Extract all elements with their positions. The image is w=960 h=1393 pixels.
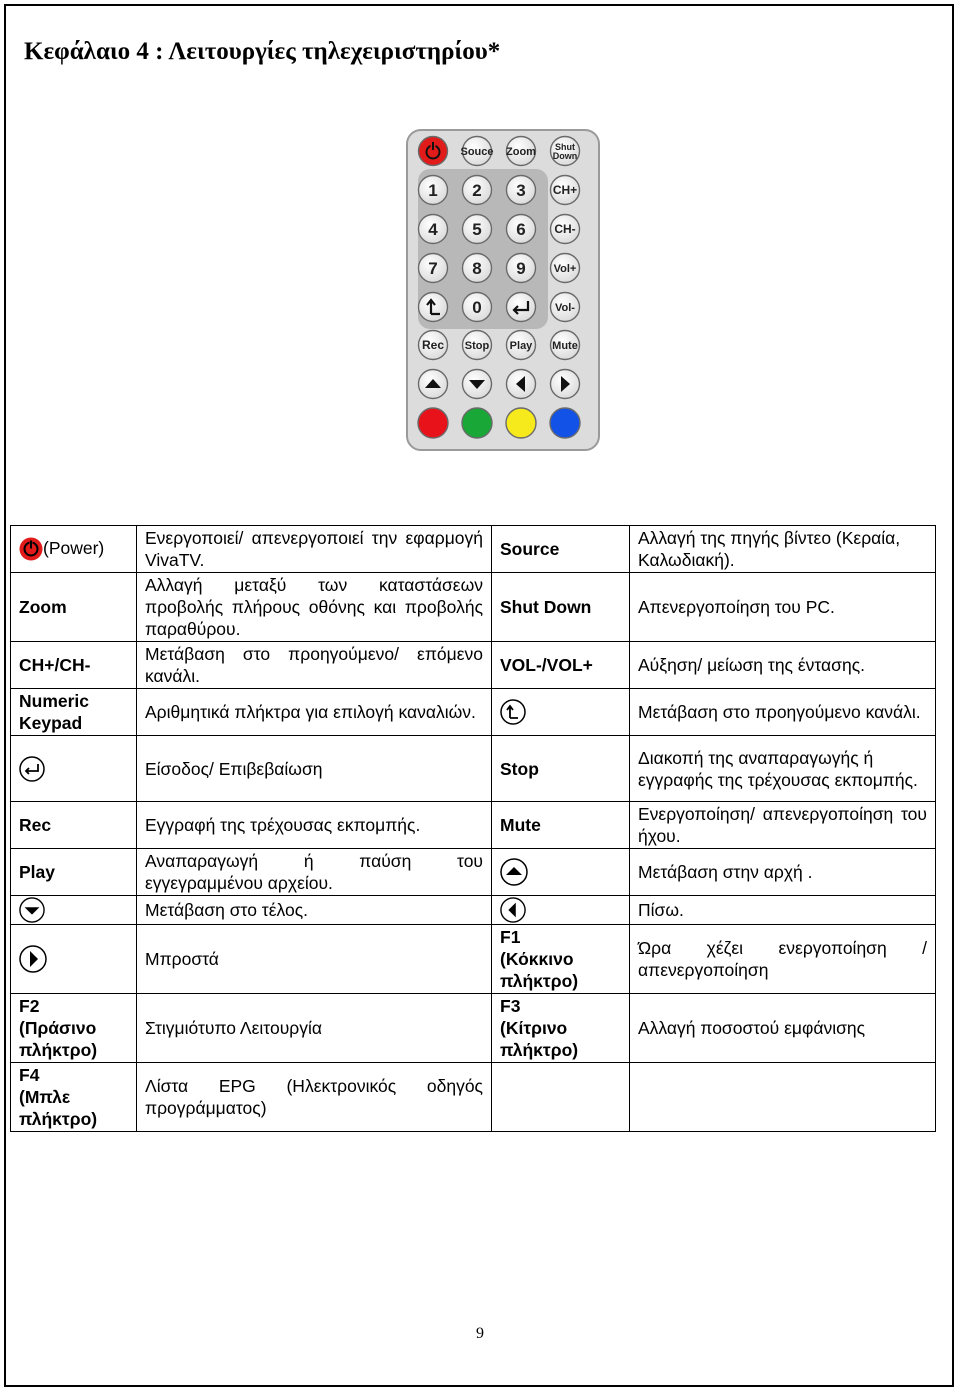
page-number: 9 <box>476 1325 484 1342</box>
table-row <box>11 849 936 896</box>
remote-enter-key <box>507 293 536 322</box>
numeric-label-line2: Keypad <box>19 713 83 733</box>
numeric-desc: Αριθμητικά πλήκτρα για επιλογή καναλιών. <box>137 689 492 736</box>
table-row <box>11 896 936 925</box>
svg-text:CH+: CH+ <box>552 183 578 197</box>
remote-key <box>506 137 536 166</box>
empty-cell <box>630 1063 936 1132</box>
green-color-key <box>462 408 492 438</box>
remote-key <box>463 254 492 283</box>
remote-control-illustration <box>406 129 600 451</box>
remote-key <box>419 331 448 360</box>
f4-label-line3: πλήκτρο) <box>19 1109 98 1129</box>
svg-text:Shut: Shut <box>555 142 575 152</box>
remote-down-key <box>463 370 492 399</box>
zoom-label: Zoom <box>11 573 137 642</box>
remote-left-key <box>507 370 536 399</box>
remote-key <box>551 254 580 283</box>
remote-back-key <box>419 293 448 322</box>
svg-text:3: 3 <box>516 181 526 200</box>
back-icon <box>500 699 526 725</box>
remote-key <box>507 215 536 244</box>
f3-label-line3: πλήκτρο) <box>500 1040 579 1060</box>
svg-text:Vol+: Vol+ <box>553 263 577 275</box>
down-cell <box>11 896 137 925</box>
red-color-key <box>418 408 448 438</box>
svg-text:Down: Down <box>552 151 578 161</box>
f3-label-line1: F3 <box>500 996 521 1016</box>
svg-text:6: 6 <box>516 220 526 239</box>
f3-desc: Αλλαγή ποσοστού εμφάνισης <box>630 994 936 1063</box>
power-cell <box>11 526 137 573</box>
svg-text:Souce: Souce <box>460 146 494 158</box>
svg-text:Stop: Stop <box>464 340 490 352</box>
left-arrow-icon <box>500 897 526 923</box>
table-row <box>11 802 936 849</box>
svg-text:Rec: Rec <box>421 338 445 352</box>
svg-text:9: 9 <box>516 259 526 278</box>
remote-key <box>507 254 536 283</box>
table-row <box>11 925 936 994</box>
table-row <box>11 1063 936 1132</box>
up-cell <box>492 849 630 896</box>
play-desc: Αναπαραγωγή ή παύση του εγγεγραμμένου αρχείου. <box>137 849 492 896</box>
numeric-label <box>11 689 137 736</box>
svg-text:8: 8 <box>472 259 482 278</box>
remote-key <box>463 176 492 205</box>
yellow-color-key <box>506 408 536 438</box>
power-label: (Power) <box>43 537 105 558</box>
shutdown-label: Shut Down <box>492 573 630 642</box>
table-row <box>11 526 936 573</box>
f1-label-line1: F1 <box>500 927 521 947</box>
f1-label-line3: πλήκτρο) <box>500 971 579 991</box>
empty-cell <box>492 1063 630 1132</box>
f4-label <box>11 1063 137 1132</box>
remote-power-key <box>419 137 448 166</box>
table-row <box>11 689 936 736</box>
svg-text:0: 0 <box>472 298 482 317</box>
mute-label: Mute <box>492 802 630 849</box>
f1-label-line2: (Κόκκινο <box>500 949 574 969</box>
remote-up-key <box>419 370 448 399</box>
remote-right-key <box>551 370 580 399</box>
numeric-label-line1: Numeric <box>19 691 90 711</box>
svg-text:Mute: Mute <box>552 340 578 352</box>
ch-label: CH+/CH- <box>11 642 137 689</box>
remote-key <box>419 254 448 283</box>
down-desc: Μετάβαση στο τέλος. <box>137 896 492 925</box>
f2-label-line1: F2 <box>19 996 40 1016</box>
f2-label <box>11 994 137 1063</box>
table-row <box>11 573 936 642</box>
back-desc: Μετάβαση στο προηγούμενο κανάλι. <box>630 689 936 736</box>
remote-key <box>463 215 492 244</box>
source-desc: Αλλαγή της πηγής βίντεο (Κεραία, Καλωδιακή). <box>630 526 936 573</box>
f2-label-line2: (Πράσινο <box>19 1018 97 1038</box>
stop-desc: Διακοπή της αναπαραγωγής ή εγγραφής της τρέχουσας εκπομπής. <box>630 736 936 802</box>
left-cell <box>492 896 630 925</box>
f1-desc: Ώρα χέζει ενεργοποίηση / απενεργοποίηση <box>630 925 936 994</box>
up-arrow-icon <box>500 858 528 886</box>
mute-desc: Ενεργοποίηση/ απενεργοποίηση του ήχου. <box>630 802 936 849</box>
svg-text:Vol-: Vol- <box>555 302 575 314</box>
remote-key <box>551 331 580 360</box>
down-arrow-icon <box>19 897 45 923</box>
power-desc: Ενεργοποιεί/ απενεργοποιεί την εφαρμογή VivaTV. <box>137 526 492 573</box>
svg-text:4: 4 <box>428 220 438 239</box>
svg-text:CH-: CH- <box>554 222 576 236</box>
table-row <box>11 736 936 802</box>
remote-key <box>551 137 580 166</box>
rec-desc: Εγγραφή της τρέχουσας εκπομπής. <box>137 802 492 849</box>
table-row <box>11 994 936 1063</box>
shutdown-desc: Απενεργοποίηση του PC. <box>630 573 936 642</box>
f1-label <box>492 925 630 994</box>
svg-text:7: 7 <box>428 259 438 278</box>
remote-key <box>507 176 536 205</box>
f2-desc: Στιγμιότυπο Λειτουργία <box>137 994 492 1063</box>
f4-label-line2: (Μπλε <box>19 1087 71 1107</box>
remote-key <box>419 176 448 205</box>
f4-desc: Λίστα EPG (Ηλεκτρονικός οδηγός προγράμματος) <box>137 1063 492 1132</box>
ch-desc: Μετάβαση στο προηγούμενο/ επόμενο κανάλι. <box>137 642 492 689</box>
remote-key <box>419 215 448 244</box>
right-arrow-icon <box>19 945 47 973</box>
remote-key <box>551 176 580 205</box>
svg-text:2: 2 <box>472 181 482 200</box>
page-title: Κεφάλαιο 4 : Λειτουργίες τηλεχειριστηρίου* <box>24 38 501 65</box>
vol-desc: Αύξηση/ μείωση της έντασης. <box>630 642 936 689</box>
svg-text:Zoom: Zoom <box>506 146 536 158</box>
enter-cell <box>11 736 137 802</box>
rec-label: Rec <box>11 802 137 849</box>
enter-desc: Είσοδος/ Επιβεβαίωση <box>137 736 492 802</box>
f2-label-line3: πλήκτρο) <box>19 1040 98 1060</box>
remote-key <box>463 293 492 322</box>
svg-text:Play: Play <box>509 340 533 352</box>
svg-text:5: 5 <box>472 220 482 239</box>
power-icon <box>19 537 43 561</box>
enter-icon <box>19 756 45 782</box>
f3-label-line2: (Κίτρινο <box>500 1018 568 1038</box>
up-desc: Μετάβαση στην αρχή . <box>630 849 936 896</box>
back-cell <box>492 689 630 736</box>
svg-text:1: 1 <box>428 181 438 200</box>
remote-key <box>551 215 580 244</box>
source-label: Source <box>492 526 630 573</box>
stop-label: Stop <box>492 736 630 802</box>
f4-label-line1: F4 <box>19 1065 40 1085</box>
remote-key <box>507 331 536 360</box>
vol-label: VOL-/VOL+ <box>492 642 630 689</box>
table-row <box>11 642 936 689</box>
blue-color-key <box>550 408 580 438</box>
zoom-desc: Αλλαγή μεταξύ των καταστάσεων προβολής πλήρους οθόνης και προβολής παραθύρου. <box>137 573 492 642</box>
left-desc: Πίσω. <box>630 896 936 925</box>
play-label: Play <box>11 849 137 896</box>
right-cell <box>11 925 137 994</box>
remote-key <box>463 331 492 360</box>
right-desc: Μπροστά <box>137 925 492 994</box>
remote-key <box>551 293 580 322</box>
f3-label <box>492 994 630 1063</box>
function-table <box>10 525 936 1132</box>
